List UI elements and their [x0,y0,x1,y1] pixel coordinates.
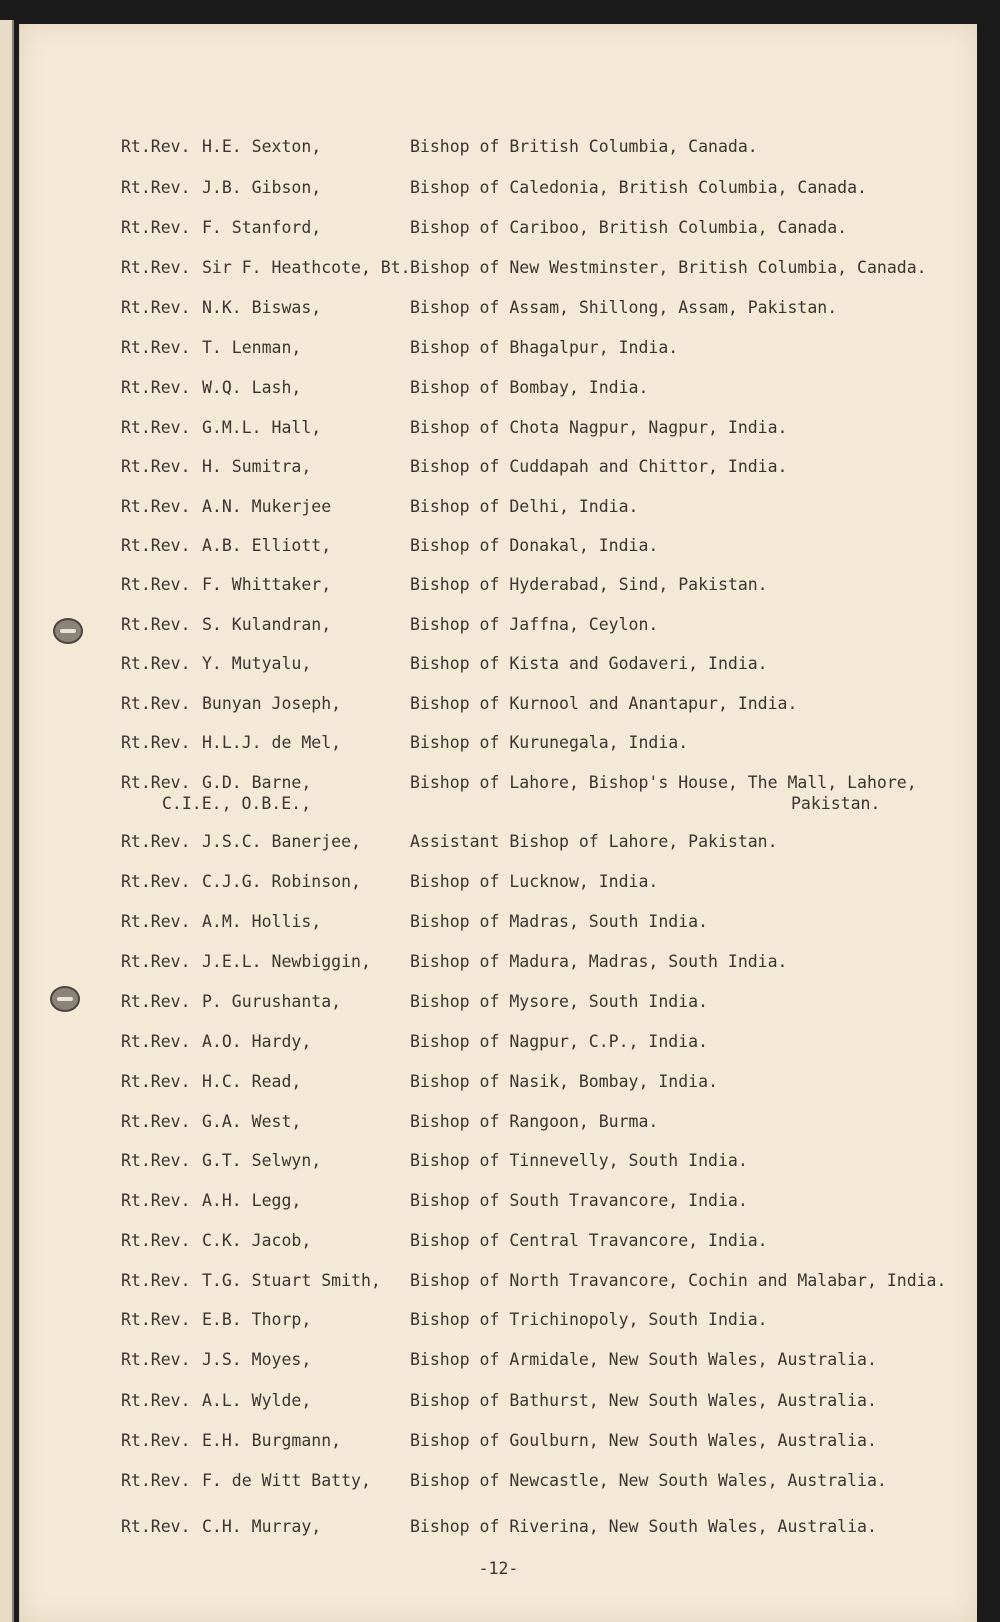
entry-title: Rt.Rev. [121,457,191,476]
entry-see: Bishop of Donakal, India. [410,536,659,555]
entry-name: A.N. Mukerjee [202,497,332,516]
entry-title: Rt.Rev. [121,298,191,317]
entry-name: C.J.G. Robinson, [202,872,361,891]
entry-see: Bishop of South Travancore, India. [410,1191,748,1210]
entry-title: Rt.Rev. [121,694,191,713]
entry-name: Sir F. Heathcote, Bt. [202,258,411,277]
entry-title: Rt.Rev. [121,218,191,237]
entry-name: J.S. Moyes, [202,1350,312,1369]
entry-title: Rt.Rev. [121,1310,191,1329]
entry-see: Bishop of Kista and Godaveri, India. [410,654,768,673]
entry-see: Bishop of Bombay, India. [410,378,649,397]
previous-page-edge [0,20,14,1622]
entry-see: Bishop of Lucknow, India. [410,872,659,891]
entry-see: Bishop of Assam, Shillong, Assam, Pakistan. [410,298,838,317]
entry-title: Rt.Rev. [121,1471,191,1490]
entry-name: H.L.J. de Mel, [202,733,342,752]
entry-title: Rt.Rev. [121,1271,191,1290]
entry-name: F. de Witt Batty, [202,1471,371,1490]
entry-title: Rt.Rev. [121,1231,191,1250]
entry-see: Bishop of Kurunegala, India. [410,733,689,752]
entry-title: Rt.Rev. [121,654,191,673]
entry-see: Bishop of North Travancore, Cochin and Malabar, India. [410,1271,947,1290]
entry-see: Bishop of Central Travancore, India. [410,1231,768,1250]
entry-name: S. Kulandran, [202,615,332,634]
entry-see: Bishop of Bathurst, New South Wales, Australia. [410,1391,877,1410]
entry-see: Bishop of Newcastle, New South Wales, Australia. [410,1471,887,1490]
entry-title: Rt.Rev. [121,912,191,931]
entry-name: J.E.L. Newbiggin, [202,952,371,971]
entry-name: T.G. Stuart Smith, [202,1271,381,1290]
entry-see: Bishop of Jaffna, Ceylon. [410,615,659,634]
entry-title: Rt.Rev. [121,1391,191,1410]
entry-name: Y. Mutyalu, [202,654,312,673]
entry-title: Rt.Rev. [121,1072,191,1091]
entry-see-continuation: Pakistan. [791,794,881,813]
entry-name: N.K. Biswas, [202,298,322,317]
entry-name: G.A. West, [202,1112,302,1131]
entry-name: E.B. Thorp, [202,1310,312,1329]
entry-see: Bishop of Goulburn, New South Wales, Australia. [410,1431,877,1450]
entry-name: F. Stanford, [202,218,322,237]
entry-title: Rt.Rev. [121,137,191,156]
entry-title: Rt.Rev. [121,1191,191,1210]
entry-name: J.B. Gibson, [202,178,322,197]
entry-title: Rt.Rev. [121,733,191,752]
entry-honours: C.I.E., O.B.E., [162,794,312,813]
entry-see: Bishop of New Westminster, British Columbia, Canada. [410,258,927,277]
bishop-list [20,24,977,1622]
entry-title: Rt.Rev. [121,1517,191,1536]
entry-name: C.K. Jacob, [202,1231,312,1250]
entry-name: J.S.C. Banerjee, [202,832,361,851]
entry-title: Rt.Rev. [121,418,191,437]
entry-name: T. Lenman, [202,338,302,357]
entry-see: Bishop of Madras, South India. [410,912,709,931]
entry-name: A.O. Hardy, [202,1032,312,1051]
entry-title: Rt.Rev. [121,952,191,971]
page-number: -12- [478,1559,519,1578]
entry-see: Bishop of British Columbia, Canada. [410,137,758,156]
entry-see: Bishop of Armidale, New South Wales, Australia. [410,1350,877,1369]
entry-title: Rt.Rev. [121,378,191,397]
entry-name: E.H. Burgmann, [202,1431,342,1450]
entry-title: Rt.Rev. [121,178,191,197]
entry-name: H.E. Sexton, [202,137,322,156]
entry-title: Rt.Rev. [121,832,191,851]
typed-page [19,24,977,1622]
entry-name: A.B. Elliott, [202,536,332,555]
entry-title: Rt.Rev. [121,1112,191,1131]
entry-name: Bunyan Joseph, [202,694,342,713]
entry-title: Rt.Rev. [121,615,191,634]
entry-title: Rt.Rev. [121,497,191,516]
entry-see: Bishop of Chota Nagpur, Nagpur, India. [410,418,788,437]
entry-title: Rt.Rev. [121,1151,191,1170]
entry-name: A.M. Hollis, [202,912,322,931]
entry-title: Rt.Rev. [121,992,191,1011]
entry-name: C.H. Murray, [202,1517,322,1536]
entry-title: Rt.Rev. [121,872,191,891]
entry-see: Bishop of Lahore, Bishop's House, The Mall, Lahore, [410,773,917,792]
entry-see: Bishop of Trichinopoly, South India. [410,1310,768,1329]
entry-see: Bishop of Cuddapah and Chittor, India. [410,457,788,476]
entry-see: Bishop of Cariboo, British Columbia, Canada. [410,218,848,237]
entry-name: H.C. Read, [202,1072,302,1091]
entry-name: P. Gurushanta, [202,992,342,1011]
entry-name: G.M.L. Hall, [202,418,322,437]
entry-see: Bishop of Kurnool and Anantapur, India. [410,694,798,713]
entry-title: Rt.Rev. [121,338,191,357]
entry-see: Assistant Bishop of Lahore, Pakistan. [410,832,778,851]
entry-name: G.T. Selwyn, [202,1151,322,1170]
entry-title: Rt.Rev. [121,1032,191,1051]
entry-see: Bishop of Rangoon, Burma. [410,1112,659,1131]
entry-see: Bishop of Delhi, India. [410,497,639,516]
entry-name: H. Sumitra, [202,457,312,476]
entry-name: F. Whittaker, [202,575,332,594]
entry-see: Bishop of Hyderabad, Sind, Pakistan. [410,575,768,594]
entry-see: Bishop of Nasik, Bombay, India. [410,1072,718,1091]
entry-title: Rt.Rev. [121,1431,191,1450]
entry-see: Bishop of Riverina, New South Wales, Australia. [410,1517,877,1536]
entry-see: Bishop of Mysore, South India. [410,992,709,1011]
entry-name: W.Q. Lash, [202,378,302,397]
entry-title: Rt.Rev. [121,258,191,277]
entry-see: Bishop of Nagpur, C.P., India. [410,1032,709,1051]
entry-name: A.H. Legg, [202,1191,302,1210]
entry-name: A.L. Wylde, [202,1391,312,1410]
entry-title: Rt.Rev. [121,575,191,594]
entry-see: Bishop of Caledonia, British Columbia, Canada. [410,178,867,197]
entry-title: Rt.Rev. [121,1350,191,1369]
entry-title: Rt.Rev. [121,773,191,792]
entry-see: Bishop of Bhagalpur, India. [410,338,679,357]
entry-title: Rt.Rev. [121,536,191,555]
entry-see: Bishop of Tinnevelly, South India. [410,1151,748,1170]
entry-name: G.D. Barne, [202,773,312,792]
entry-see: Bishop of Madura, Madras, South India. [410,952,788,971]
